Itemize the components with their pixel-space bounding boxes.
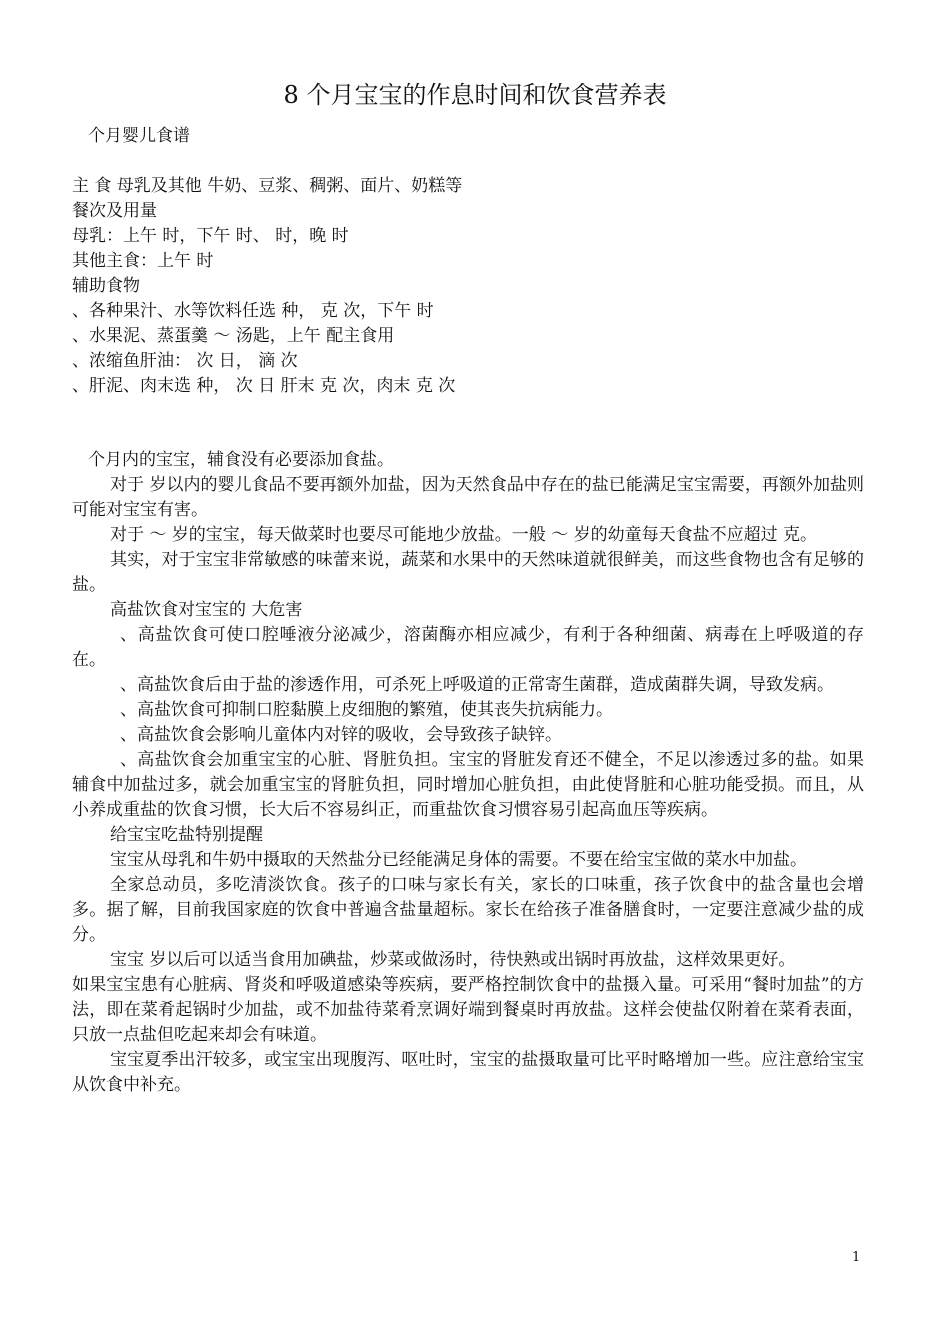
paragraph: 宝宝夏季出汗较多，或宝宝出现腹泻、呕吐时，宝宝的盐摄取量可比平时略增加一些。应注意给宝宝从饮食中补充。 [72, 1050, 864, 1095]
table-line: 母乳：上午 时，下午 时、 时，晚 时 [72, 226, 349, 246]
table-line: 主 食 母乳及其他 牛奶、豆浆、稠粥、面片、奶糕等 [72, 176, 463, 196]
paragraph: 、高盐饮食会加重宝宝的心脏、肾脏负担。宝宝的肾脏发育还不健全，不足以渗透过多的盐。如果辅食中加盐过多，就会加重宝宝的肾脏负担，同时增加心脏负担，由此使肾脏和心脏功能受损。而且，从小养成重盐的饮食习惯，长大后不容易纠正，而重盐饮食习惯容易引起高血压等疾病。 [72, 750, 864, 820]
table-line: 餐次及用量 [72, 201, 157, 221]
section-subtitle: 个月婴儿食谱 [88, 126, 190, 146]
paragraph: 个月内的宝宝，辅食没有必要添加食盐。 [88, 450, 394, 470]
paragraph: 、高盐饮食可使口腔唾液分泌减少，溶菌酶亦相应减少，有利于各种细菌、病毒在上呼吸道的存在。 [72, 625, 864, 670]
paragraph: 如果宝宝患有心脏病、肾炎和呼吸道感染等疾病，要严格控制饮食中的盐摄入量。可采用“餐时加盐”的方法，即在菜肴起锅时少加盐，或不加盐待菜肴烹调好端到餐桌时再放盐。这样会使盐仅附着在菜肴表面，只放一点盐但吃起来却会有味道。 [72, 975, 864, 1045]
paragraph: 宝宝 岁以后可以适当食用加碘盐，炒菜或做汤时，待快熟或出锅时再放盐，这样效果更好。 [110, 950, 796, 970]
body-text [72, 448, 864, 1098]
paragraph: 对于 ～ 岁的宝宝，每天做菜时也要尽可能地少放盐。一般 ～ 岁的幼童每天食盐不应超过 克。 [110, 525, 818, 545]
table-line: 、浓缩鱼肝油： 次 日， 滴 次 [72, 351, 298, 371]
paragraph: 宝宝从母乳和牛奶中摄取的天然盐分已经能满足身体的需要。不要在给宝宝做的菜水中加盐。 [110, 850, 807, 870]
table-line: 、各种果汁、水等饮料任选 种， 克 次，下午 时 [72, 301, 434, 321]
page-number: 1 [852, 1250, 861, 1265]
table-line: 、水果泥、蒸蛋羹 ～ 汤匙，上午 配主食用 [72, 326, 395, 346]
paragraph: 、高盐饮食后由于盐的渗透作用，可杀死上呼吸道的正常寄生菌群，造成菌群失调，导致发病。 [120, 675, 834, 695]
paragraph: 其实，对于宝宝非常敏感的味蕾来说，蔬菜和水果中的天然味道就很鲜美，而这些食物也含有足够的盐。 [72, 550, 864, 595]
paragraph: 、高盐饮食可抑制口腔黏膜上皮细胞的繁殖，使其丧失抗病能力。 [120, 700, 613, 720]
table-line: 其他主食：上午 时 [72, 251, 214, 271]
paragraph: 给宝宝吃盐特别提醒 [110, 825, 263, 845]
paragraph: 、高盐饮食会影响儿童体内对锌的吸收，会导致孩子缺锌。 [120, 725, 562, 745]
table-line: 辅助食物 [72, 276, 140, 296]
paragraph: 全家总动员，多吃清淡饮食。孩子的口味与家长有关，家长的口味重，孩子饮食中的盐含量也会增多。据了解，目前我国家庭的饮食中普遍含盐量超标。家长在给孩子准备膳食时，一定要注意减少盐的成分。 [72, 875, 864, 945]
paragraph: 对于 岁以内的婴儿食品不要再额外加盐，因为天然食品中存在的盐已能满足宝宝需要，再额外加盐则可能对宝宝有害。 [72, 475, 864, 520]
document-title: 8 个月宝宝的作息时间和饮食营养表 [283, 81, 667, 109]
table-line: 、肝泥、肉末选 种， 次 日 肝末 克 次，肉末 克 次 [72, 376, 456, 396]
paragraph: 高盐饮食对宝宝的 大危害 [110, 600, 303, 620]
